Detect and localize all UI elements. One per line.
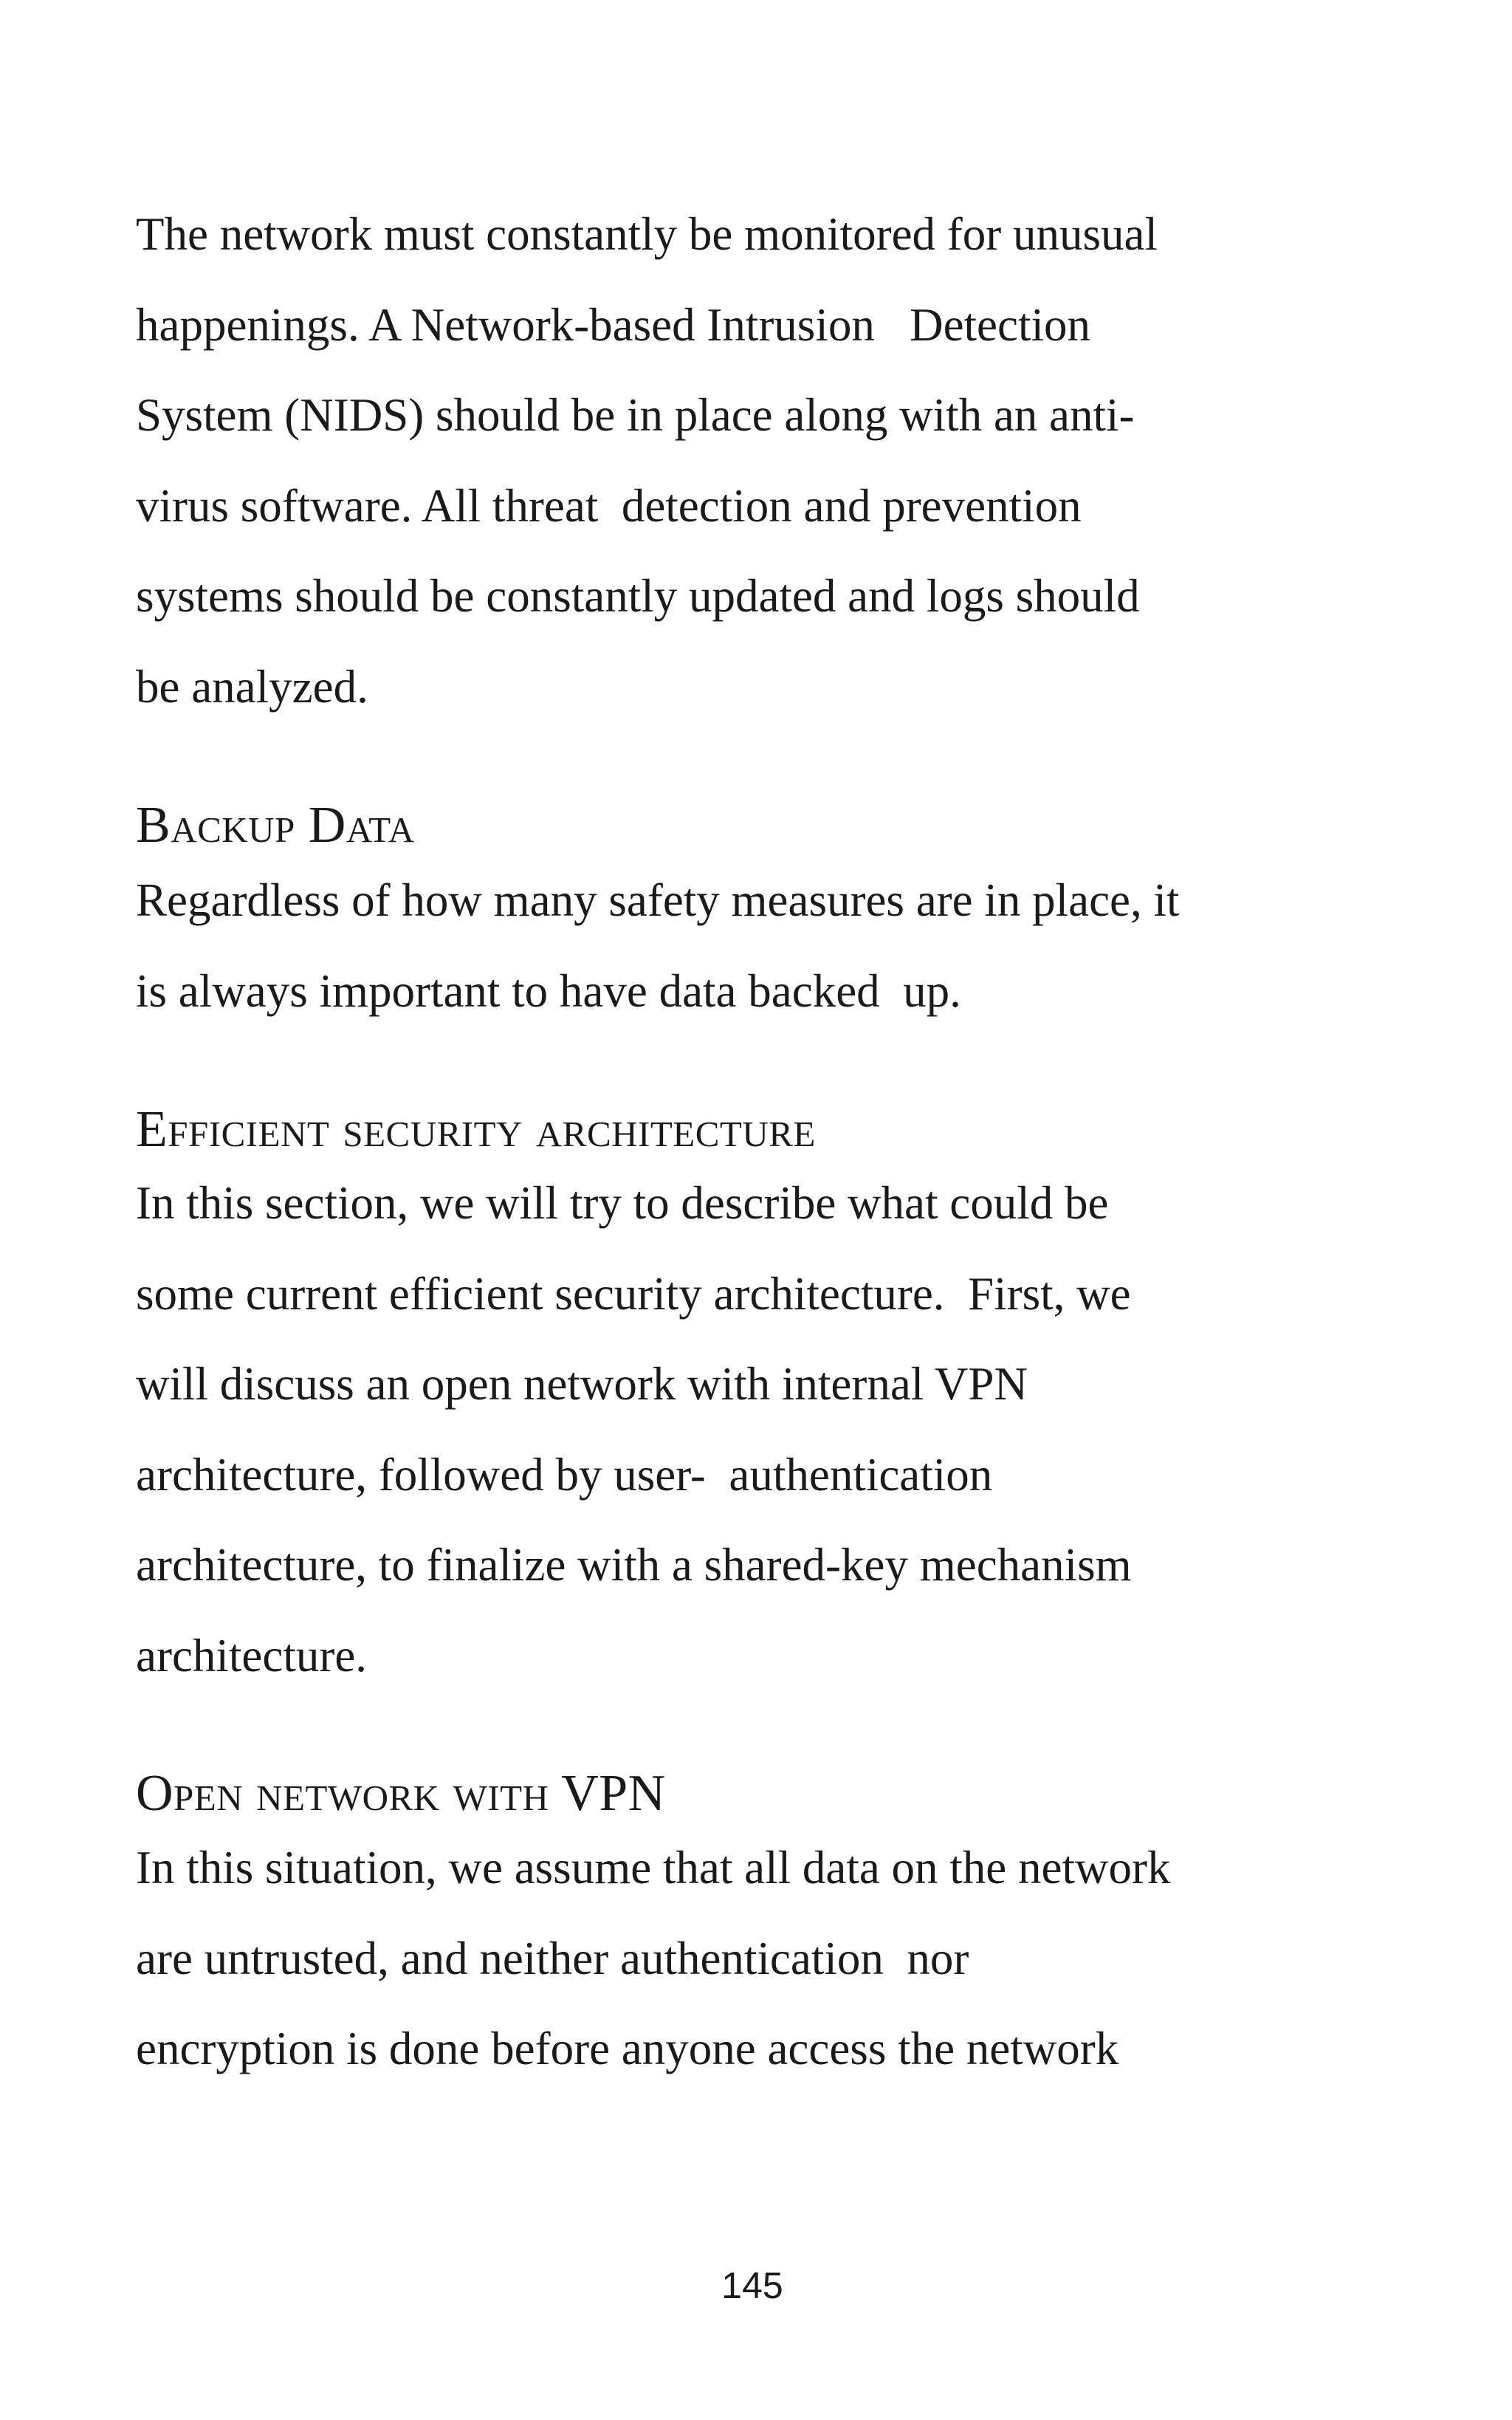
text-line: are untrusted, and neither authentication nor [136, 1932, 969, 1984]
text-line: architecture, to finalize with a shared-key mechanism [136, 1539, 1132, 1591]
text-line: In this situation, we assume that all data on the network [136, 1842, 1171, 1893]
paragraph-architecture [136, 1158, 1391, 1701]
text-line: happenings. A Network-based Intrusion Detection [136, 298, 1090, 351]
text-line: will discuss an open network with internal VPN [136, 1358, 1028, 1410]
heading-open-network-with-vpn: Open network with VPN [136, 1765, 666, 1822]
text-line: architecture. [136, 1629, 368, 1682]
text-line: is always important to have data backed up. [136, 964, 961, 1017]
text-line: The network must constantly be monitored for unusual [136, 208, 1158, 260]
text-line: Regardless of how many safety measures are in place, it [136, 874, 1180, 926]
text-line: systems should be constantly updated and logs should [136, 570, 1140, 622]
heading-efficient-security-architecture: Efficient security architecture [136, 1101, 816, 1158]
text-line: virus software. All threat detection and prevention [136, 479, 1082, 532]
text-line: In this section, we will try to describe what could be [136, 1177, 1109, 1229]
paragraph-nids [136, 189, 1391, 732]
text-line: System (NIDS) should be in place along with an anti- [136, 389, 1135, 441]
text-line: some current efficient security architecture. First, we [136, 1267, 1131, 1320]
heading-backup-data: Backup Data [136, 797, 415, 854]
page-number: 145 [721, 2265, 783, 2306]
paragraph-open-network [136, 1823, 1391, 2094]
text-line: architecture, followed by user- authentication [136, 1448, 993, 1501]
text-line: be analyzed. [136, 660, 368, 713]
book-page [136, 0, 1391, 2420]
text-line: encryption is done before anyone access the network [136, 2023, 1119, 2074]
paragraph-backup [136, 855, 1391, 1036]
